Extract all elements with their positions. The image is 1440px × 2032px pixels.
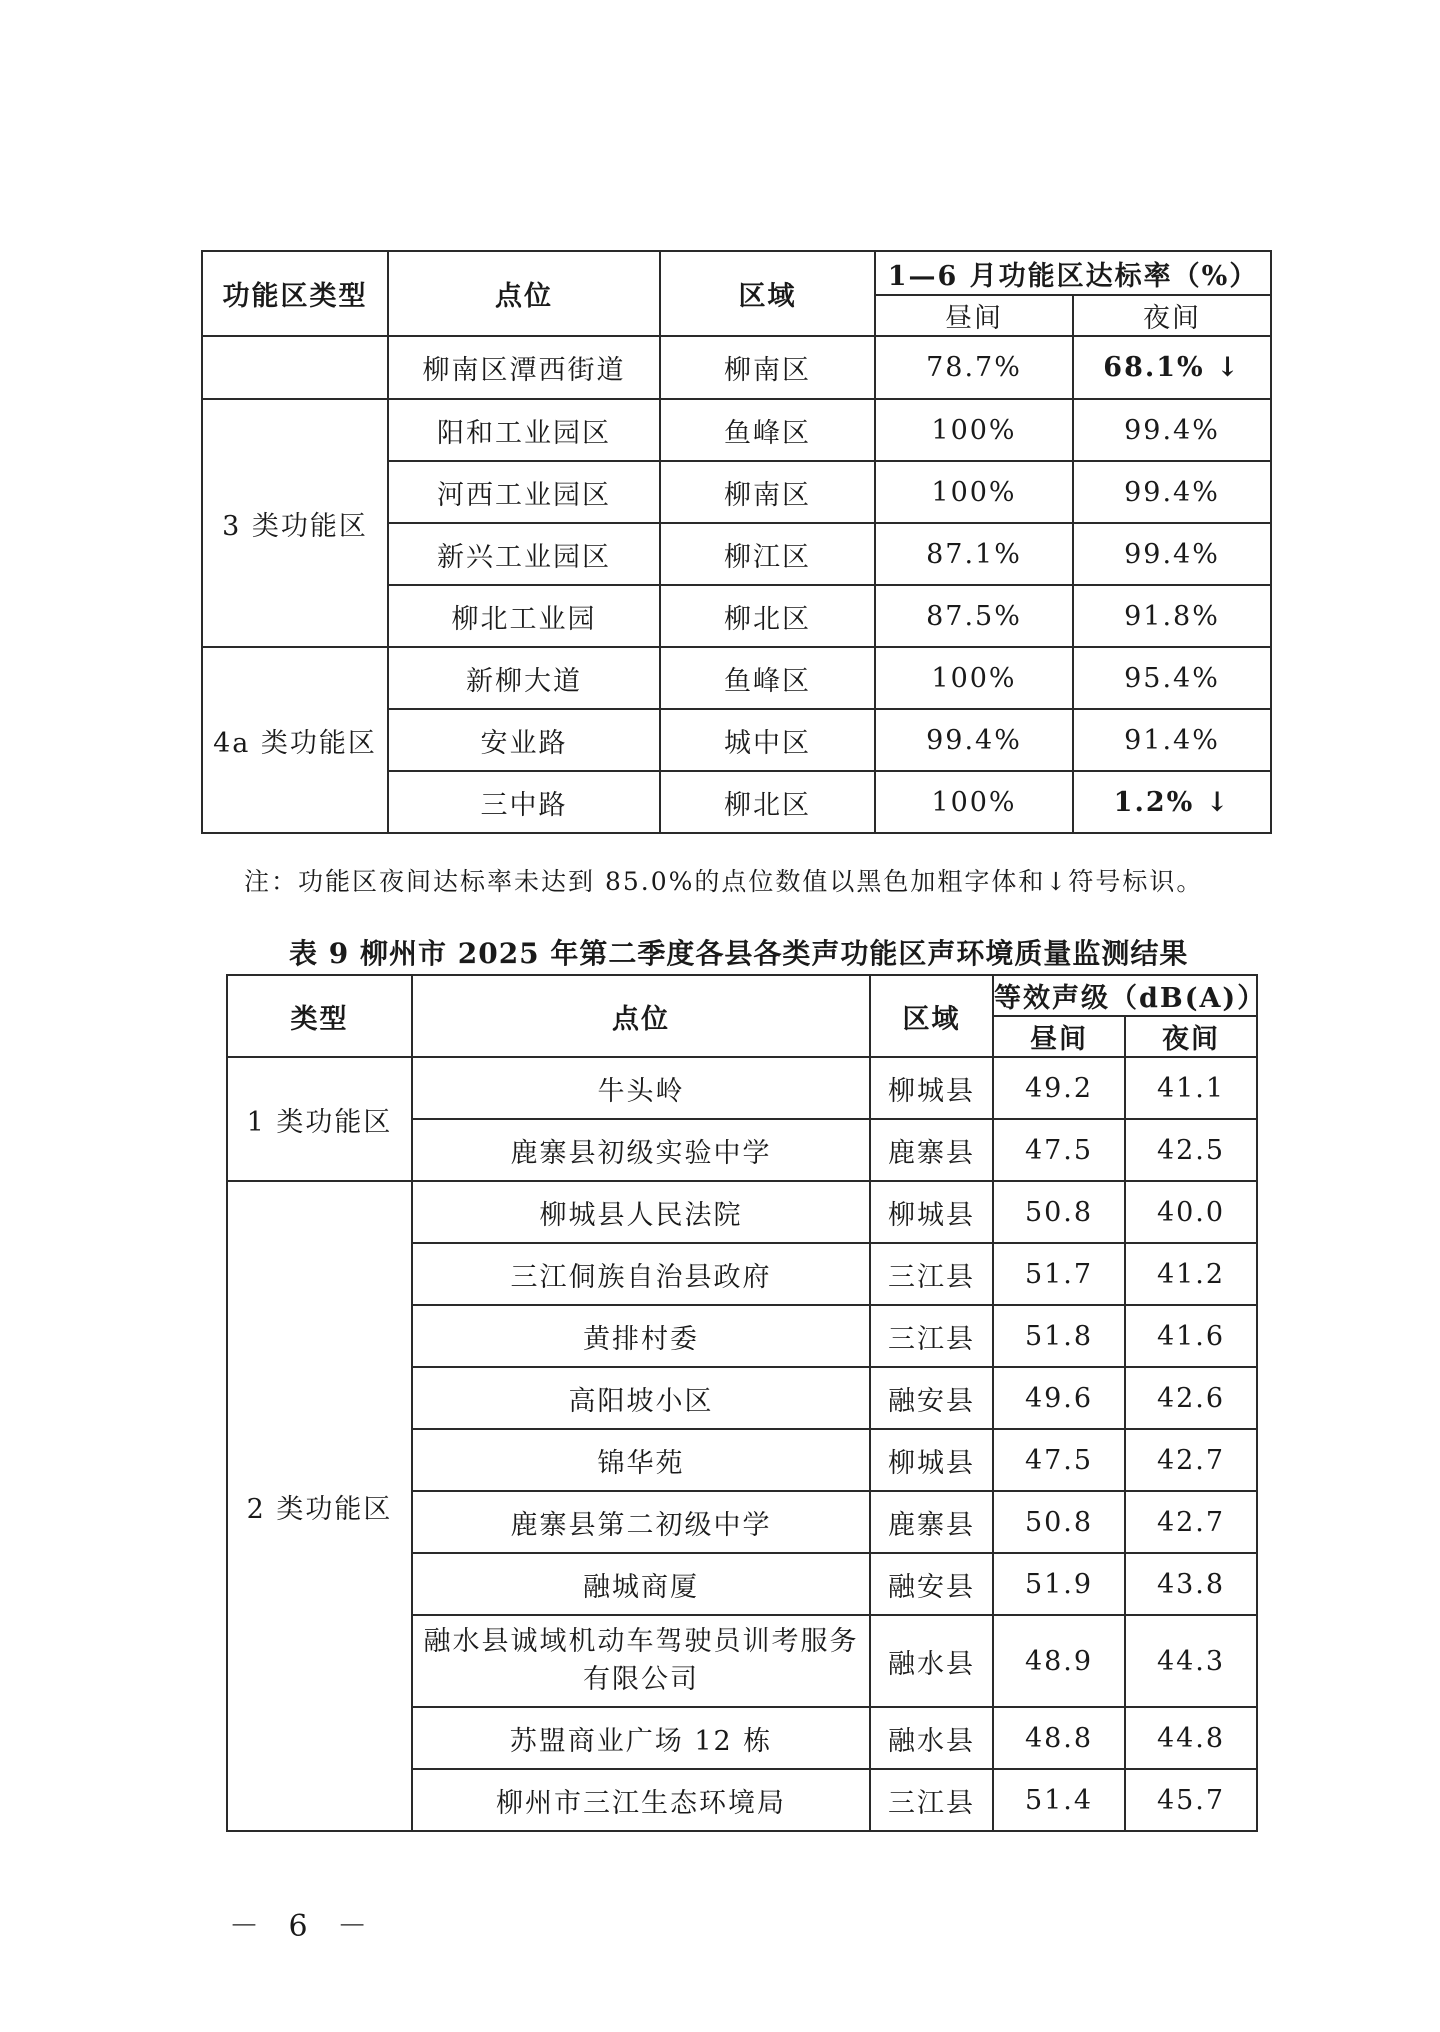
t8-day-cell: 100%	[875, 647, 1073, 709]
t8-type-cell	[202, 336, 388, 399]
page-number: － 6 －	[229, 1909, 378, 1944]
t9-area-cell: 三江县	[870, 1243, 993, 1305]
t8-day-cell: 87.1%	[875, 523, 1073, 585]
t9-type-cell: 2 类功能区	[227, 1181, 412, 1831]
t8-area-cell: 柳南区	[660, 461, 875, 523]
t8-area-cell: 柳北区	[660, 585, 875, 647]
t8-night-cell: 99.4%	[1073, 461, 1271, 523]
t8-area-cell: 柳南区	[660, 336, 875, 399]
t8-day-cell: 100%	[875, 771, 1073, 833]
t9-site-cell: 黄排村委	[412, 1305, 870, 1367]
t9-night-cell: 45.7	[1125, 1769, 1257, 1831]
t9-day-cell: 47.5	[993, 1119, 1125, 1181]
t9-night-cell: 41.1	[1125, 1057, 1257, 1119]
t9-type-cell: 1 类功能区	[227, 1057, 412, 1181]
table8	[201, 250, 1272, 834]
t8-header-type: 功能区类型	[202, 251, 388, 336]
table-row	[202, 336, 1271, 399]
table-row	[202, 399, 1271, 461]
t9-area-cell: 鹿寨县	[870, 1491, 993, 1553]
t9-area-cell: 鹿寨县	[870, 1119, 993, 1181]
t9-day-cell: 51.7	[993, 1243, 1125, 1305]
t9-site-cell: 锦华苑	[412, 1429, 870, 1491]
t9-header-type: 类型	[227, 975, 412, 1057]
t9-area-cell: 融水县	[870, 1707, 993, 1769]
t9-header-day: 昼间	[993, 1016, 1125, 1057]
t9-site-text: 融水县诚域机动车驾驶员训考服务有限公司	[423, 1626, 859, 1695]
t9-day-cell: 48.8	[993, 1707, 1125, 1769]
t9-area-cell: 柳城县	[870, 1429, 993, 1491]
t8-area-cell: 柳江区	[660, 523, 875, 585]
t9-site-cell: 融城商厦	[412, 1553, 870, 1615]
t8-day-cell: 87.5%	[875, 585, 1073, 647]
t9-header-area: 区域	[870, 975, 993, 1057]
t9-day-cell: 51.9	[993, 1553, 1125, 1615]
t8-type-cell: 4a 类功能区	[202, 647, 388, 833]
t9-area-cell: 柳城县	[870, 1181, 993, 1243]
t8-night-cell: 99.4%	[1073, 523, 1271, 585]
t9-header-level-group: 等效声级（dB(A)）	[993, 975, 1257, 1016]
t8-area-cell: 城中区	[660, 709, 875, 771]
t8-header-day: 昼间	[875, 295, 1073, 336]
t8-header-rate-group: 1—6 月功能区达标率（%）	[875, 251, 1271, 295]
t8-header-night: 夜间	[1073, 295, 1271, 336]
t8-site-cell: 柳南区潭西街道	[388, 336, 660, 399]
t9-site-cell: 牛头岭	[412, 1057, 870, 1119]
t9-day-cell: 50.8	[993, 1491, 1125, 1553]
t8-site-cell: 柳北工业园	[388, 585, 660, 647]
t8-site-cell: 新柳大道	[388, 647, 660, 709]
table9-title: 表 9 柳州市 2025 年第二季度各县各类声功能区声环境质量监测结果	[289, 937, 1189, 970]
t9-site-cell: 鹿寨县第二初级中学	[412, 1491, 870, 1553]
t9-site-cell: 柳州市三江生态环境局	[412, 1769, 870, 1831]
t9-site-cell: 高阳坡小区	[412, 1367, 870, 1429]
t9-site-cell: 苏盟商业广场 12 栋	[412, 1707, 870, 1769]
table-note: 注：功能区夜间达标率未达到 85.0%的点位数值以黑色加粗字体和↓符号标识。	[244, 867, 1204, 896]
t8-night-cell: 95.4%	[1073, 647, 1271, 709]
t9-night-cell: 42.5	[1125, 1119, 1257, 1181]
t9-night-cell: 42.6	[1125, 1367, 1257, 1429]
t9-day-cell: 51.4	[993, 1769, 1125, 1831]
table9	[226, 974, 1267, 1832]
t8-day-cell: 100%	[875, 461, 1073, 523]
t8-day-cell: 100%	[875, 399, 1073, 461]
table-row	[202, 647, 1271, 709]
t9-header-site: 点位	[412, 975, 870, 1057]
t8-header-area: 区域	[660, 251, 875, 336]
t9-night-cell: 41.2	[1125, 1243, 1257, 1305]
t8-area-cell: 柳北区	[660, 771, 875, 833]
table-row	[227, 1057, 1257, 1119]
t9-area-cell: 融安县	[870, 1367, 993, 1429]
t9-day-cell: 47.5	[993, 1429, 1125, 1491]
t8-header-site: 点位	[388, 251, 660, 336]
t9-day-cell: 49.6	[993, 1367, 1125, 1429]
t8-site-cell: 河西工业园区	[388, 461, 660, 523]
t8-area-cell: 鱼峰区	[660, 399, 875, 461]
t9-day-cell: 51.8	[993, 1305, 1125, 1367]
t8-night-cell: 1.2% ↓	[1073, 771, 1271, 833]
t9-site-cell: 柳城县人民法院	[412, 1181, 870, 1243]
t8-area-cell: 鱼峰区	[660, 647, 875, 709]
t9-area-cell: 三江县	[870, 1769, 993, 1831]
t8-night-cell: 68.1% ↓	[1073, 336, 1271, 399]
t9-day-cell: 49.2	[993, 1057, 1125, 1119]
t9-night-cell: 42.7	[1125, 1429, 1257, 1491]
t9-night-cell: 44.8	[1125, 1707, 1257, 1769]
t9-day-cell: 48.9	[993, 1615, 1125, 1707]
t9-day-cell: 50.8	[993, 1181, 1125, 1243]
t8-site-cell: 新兴工业园区	[388, 523, 660, 585]
t9-area-cell: 融水县	[870, 1615, 993, 1707]
t9-site-cell	[412, 1615, 870, 1707]
t9-site-cell: 三江侗族自治县政府	[412, 1243, 870, 1305]
t8-day-cell: 99.4%	[875, 709, 1073, 771]
t9-site-cell: 鹿寨县初级实验中学	[412, 1119, 870, 1181]
t9-area-cell: 柳城县	[870, 1057, 993, 1119]
t8-site-cell: 安业路	[388, 709, 660, 771]
t9-area-cell: 融安县	[870, 1553, 993, 1615]
t9-night-cell: 44.3	[1125, 1615, 1257, 1707]
t8-type-cell: 3 类功能区	[202, 399, 388, 647]
t9-night-cell: 41.6	[1125, 1305, 1257, 1367]
t9-night-cell: 43.8	[1125, 1553, 1257, 1615]
table-row	[227, 1181, 1257, 1243]
t8-site-cell: 三中路	[388, 771, 660, 833]
t8-site-cell: 阳和工业园区	[388, 399, 660, 461]
t9-night-cell: 42.7	[1125, 1491, 1257, 1553]
t8-night-cell: 99.4%	[1073, 399, 1271, 461]
t8-night-cell: 91.4%	[1073, 709, 1271, 771]
t9-header-night: 夜间	[1125, 1016, 1257, 1057]
t8-night-cell: 91.8%	[1073, 585, 1271, 647]
t8-day-cell: 78.7%	[875, 336, 1073, 399]
t9-night-cell: 40.0	[1125, 1181, 1257, 1243]
t9-area-cell: 三江县	[870, 1305, 993, 1367]
